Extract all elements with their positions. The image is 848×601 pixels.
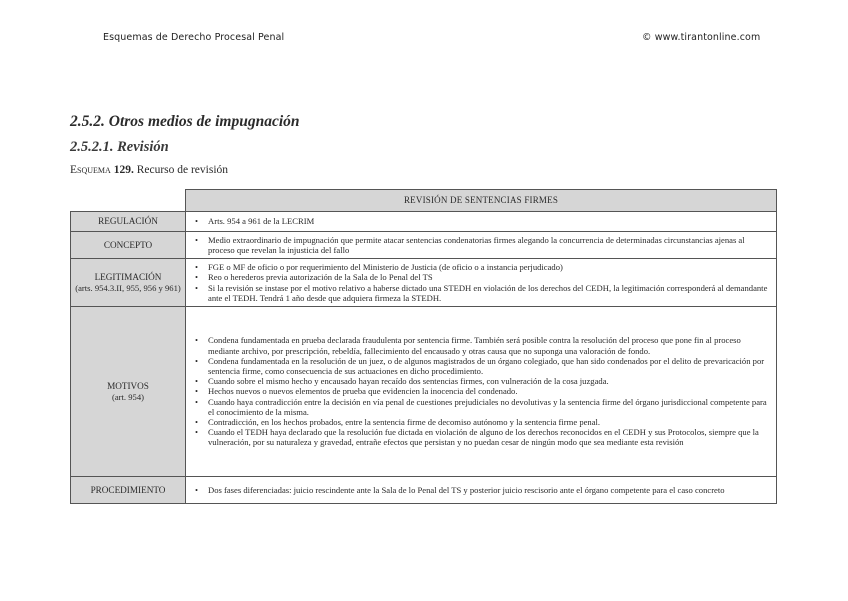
bullet-item: • FGE o MF de oficio o por requerimiento del Ministerio de Justicia (de oficio o a instancia perjudicado) (208, 262, 770, 272)
bullet-item: • Cuando haya contradicción entre la decisión en vía penal de cuestiones prejudiciales no devolutivas y la sentencia firme del órgano jurisdiccional competente para el conocimiento de la misma. (208, 397, 770, 417)
row-label-text: LEGITIMACIÓN (94, 271, 162, 282)
column-header-row (71, 190, 777, 212)
running-header-title: Esquemas de Derecho Procesal Penal (103, 32, 285, 43)
bullet-list (190, 216, 770, 226)
row-label-text: CONCEPTO (103, 239, 153, 250)
bullet-item: • Contradicción, en los hechos probados, entre la sentencia firme de decomiso autónomo y la sentencia firme penal. (208, 417, 770, 427)
caption-prefix: Esquema (70, 164, 111, 176)
row-content (186, 232, 777, 259)
row-label (71, 259, 186, 307)
table-row (71, 307, 777, 477)
scheme-caption (70, 164, 228, 176)
table-row (71, 477, 777, 504)
row-label-text: PROCEDIMIENTO (90, 484, 166, 495)
bullet-item: • Si la revisión se instase por el motivo relativo a haberse dictado una STEDH en violación de los derechos del CEDH, la legitimación corresponderá al demandante ante el TEDH. Tendrá 1 año desde que adquiera firmeza la STEDH. (208, 283, 770, 303)
caption-number: 129. (113, 164, 134, 176)
row-sublabel: (arts. 954.3.II, 955, 956 y 961) (75, 282, 181, 293)
caption-title: Recurso de revisión (136, 164, 229, 176)
bullet-item: • Arts. 954 a 961 de la LECRIM (208, 216, 770, 226)
bullet-item: • Dos fases diferenciadas: juicio rescindente ante la Sala de lo Penal del TS y posterior juicio rescisorio ante el órgano competente para el caso concreto (208, 485, 770, 495)
bullet-list (190, 235, 770, 255)
row-label-text: MOTIVOS (107, 380, 149, 391)
bullet-list (190, 335, 770, 447)
row-content (186, 259, 777, 307)
row-label (71, 477, 186, 504)
running-header-copyright: © www.tirantonline.com (642, 32, 761, 43)
row-label (71, 212, 186, 232)
section-heading: 2.5.2. Otros medios de impugnación (70, 113, 300, 130)
bullet-item: • Cuando sobre el mismo hecho y encausado hayan recaído dos sentencias firmes, con vulneración de la cosa juzgada. (208, 376, 770, 386)
bullet-item: • Condena fundamentada en la resolución de un juez, o de algunos magistrados de un órgano colegiado, que han sido condenados por el delito de prevaricación por sentencia firme, como consecuencia de sus actuaciones en dicho procedimiento. (208, 356, 770, 376)
row-content (186, 212, 777, 232)
row-label (71, 307, 186, 477)
scheme-table (70, 189, 777, 504)
subsection-heading: 2.5.2.1. Revisión (70, 139, 169, 155)
bullet-item: • Reo o herederos previa autorización de la Sala de lo Penal del TS (208, 272, 770, 282)
bullet-item: • Medio extraordinario de impugnación que permite atacar sentencias condenatorias firmes alegando la concurrencia de determinadas circunstancias ajenas al proceso que revelan la injusticia del fallo (208, 235, 770, 255)
row-label (71, 232, 186, 259)
row-sublabel: (art. 954) (112, 391, 144, 402)
bullet-item: • Condena fundamentada en prueba declarada fraudulenta por sentencia firme. También será posible contra la resolución del proceso que pone fin al proceso mediante archivo, por prescripción, rebeldía, fallecimiento del encausado y otras causa que no suponga una valoración de fondo. (208, 335, 770, 355)
bullet-item: • Hechos nuevos o nuevos elementos de prueba que evidencien la inocencia del condenado. (208, 386, 770, 396)
table-row (71, 232, 777, 259)
row-label-text: REGULACIÓN (98, 216, 158, 226)
bullet-list (190, 485, 770, 495)
table-row (71, 212, 777, 232)
column-header: REVISIÓN DE SENTENCIAS FIRMES (186, 190, 777, 212)
bullet-item: • Cuando el TEDH haya declarado que la resolución fue dictada en violación de alguno de los derechos reconocidos en el CEDH y sus Protocolos, siempre que la vulneración, por su naturaleza y gravedad, entrañe efectos que persistan y no puedan cesar de ningún modo que sea mediante esta revisión (208, 427, 770, 447)
table-row (71, 259, 777, 307)
bullet-list (190, 262, 770, 303)
row-content (186, 477, 777, 504)
row-content (186, 307, 777, 477)
